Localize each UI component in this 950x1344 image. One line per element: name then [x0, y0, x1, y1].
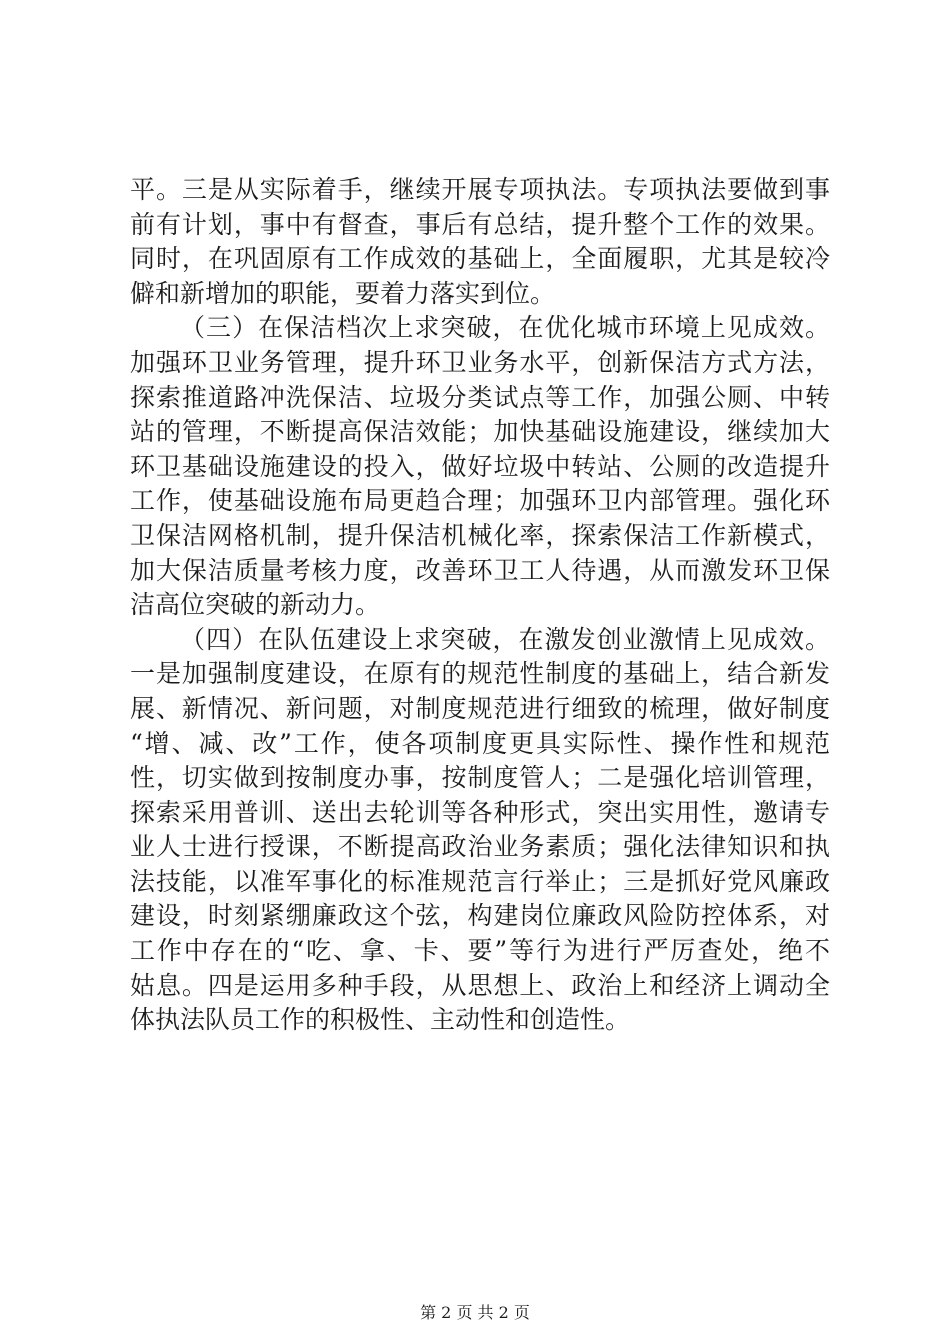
- text-line: 探索推道路冲洗保洁、垃圾分类试点等工作，加强公厕、中转: [130, 382, 830, 412]
- text-line: 法技能，以准军事化的标准规范言行举止；三是抓好党风廉政: [130, 866, 830, 896]
- text-line: 建设，时刻紧绷廉政这个弦，构建岗位廉政风险防控体系，对: [130, 901, 830, 931]
- text-line: 姑息。四是运用多种手段，从思想上、政治上和经济上调动全: [130, 970, 830, 1000]
- text-line: 同时，在巩固原有工作成效的基础上，全面履职，尤其是较冷: [130, 244, 830, 274]
- body-text: [130, 173, 830, 1038]
- section-heading-3: （三）在保洁档次上求突破，在优化城市环境上见成效。: [180, 313, 830, 343]
- text-line: 洁高位突破的新动力。: [130, 590, 381, 620]
- text-line: 站的管理，不断提高保洁效能；加快基础设施建设，继续加大: [130, 417, 830, 447]
- text-line: 加强环卫业务管理，提升环卫业务水平，创新保洁方式方法，: [130, 347, 830, 377]
- text-line: 一是加强制度建设，在原有的规范性制度的基础上，结合新发: [130, 659, 830, 689]
- text-line: 体执法队员工作的积极性、主动性和创造性。: [130, 1005, 631, 1035]
- text-line: 平。三是从实际着手，继续开展专项执法。专项执法要做到事: [130, 175, 830, 204]
- text-line: 加大保洁质量考核力度，改善环卫工人待遇，从而激发环卫保: [130, 555, 830, 585]
- text-line: 卫保洁网格机制，提升保洁机械化率，探索保洁工作新模式，: [130, 520, 830, 550]
- text-line: 环卫基础设施建设的投入，做好垃圾中转站、公厕的改造提升: [130, 451, 830, 481]
- text-line: 展、新情况、新问题，对制度规范进行细致的梳理，做好制度: [130, 693, 830, 723]
- page-footer: 第 2 页 共 2 页: [420, 1303, 530, 1322]
- text-line: 性，切实做到按制度办事，按制度管人；二是强化培训管理，: [130, 763, 830, 793]
- text-line: 业人士进行授课，不断提高政治业务素质；强化法律知识和执: [130, 832, 830, 862]
- section-heading-4: （四）在队伍建设上求突破，在激发创业激情上见成效。: [180, 624, 830, 654]
- text-line: 前有计划，事中有督查，事后有总结，提升整个工作的效果。: [130, 209, 830, 239]
- text-line: 工作中存在的“吃、拿、卡、要”等行为进行严厉查处，绝不: [130, 936, 830, 966]
- text-line: 探索采用普训、送出去轮训等各种形式，突出实用性，邀请专: [130, 797, 830, 827]
- text-line: 僻和新增加的职能，要着力落实到位。: [130, 278, 556, 308]
- text-line: “增、减、改”工作，使各项制度更具实际性、操作性和规范: [130, 728, 830, 758]
- text-line: 工作，使基础设施布局更趋合理；加强环卫内部管理。强化环: [130, 486, 830, 516]
